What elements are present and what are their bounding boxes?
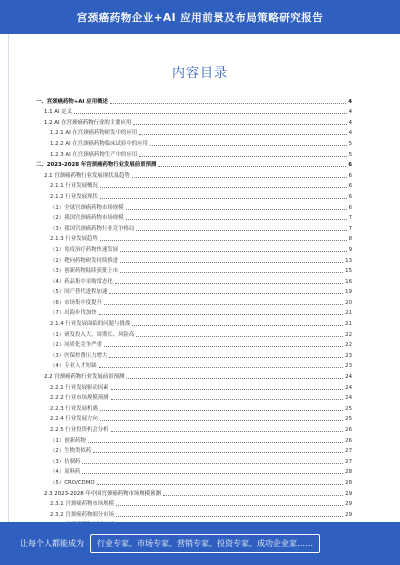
toc-entry-label: 2.1.4 行业发展面临的问题与挑战 [50, 321, 131, 328]
toc-entry-page: 6 [348, 162, 352, 169]
toc-leader-dots [104, 300, 343, 305]
footer-lead: 让每个人都能成为 [20, 539, 84, 548]
toc-leader-dots [100, 194, 347, 199]
toc-list [36, 94, 352, 528]
toc-entry-label: （7）出海步伐加快 [50, 310, 97, 317]
toc-entry-label: 2.1.1 行业发展概况 [50, 183, 98, 190]
toc-entry-page: 21 [345, 321, 352, 328]
toc-entry[interactable] [36, 200, 352, 211]
toc-entry-label: （1）创新药物 [50, 437, 86, 444]
toc-entry-page: 27 [345, 458, 352, 465]
footer-roles: 行业专家、市场专家、营销专家、投资专家、成功企业家…… [90, 534, 320, 553]
toc-entry-page: 20 [345, 299, 352, 306]
toc-entry-page: 15 [345, 268, 352, 275]
toc-entry[interactable] [36, 359, 352, 370]
toc-entry[interactable] [36, 380, 352, 391]
toc-entry-label: （3）创新药物陆续获批上市 [50, 268, 119, 275]
toc-leader-dots [99, 310, 344, 315]
toc-entry[interactable] [36, 115, 352, 126]
toc-entry-page: 28 [345, 479, 352, 486]
toc-entry-label: （4）药品集中采购常态化 [50, 278, 113, 285]
toc-entry-page: 23 [345, 363, 352, 370]
toc-entry-page: 25 [345, 416, 352, 423]
toc-entry-page: 26 [345, 427, 352, 433]
report-title: 宫颈癌药物企业+AI 应用前景及布局策略研究报告 [76, 11, 324, 24]
toc-leader-dots [132, 173, 347, 178]
toc-entry-page: 21 [345, 310, 352, 317]
toc-entry-label: 1.2.2 AI 在宫颈癌药物临床试验中的应用 [50, 140, 148, 147]
toc-entry-page: 29 [345, 490, 352, 497]
toc-entry[interactable] [36, 486, 352, 497]
toc-entry-page: 16 [345, 278, 352, 285]
toc-entry-page: 29 [345, 501, 352, 508]
toc-entry-page: 6 [348, 183, 352, 190]
toc-entry[interactable] [36, 253, 352, 264]
toc-entry[interactable] [36, 401, 352, 412]
toc-entry-label: 2.2.2 行业市场规模预测 [50, 395, 109, 402]
toc-entry-label: 2.2.4 行业发展方向 [50, 416, 98, 423]
toc-leader-dots [158, 162, 346, 167]
toc-entry[interactable] [36, 369, 352, 380]
toc-entry-page: 23 [345, 352, 352, 359]
toc-leader-dots [116, 512, 343, 517]
toc-entry[interactable] [36, 412, 352, 423]
toc-leader-dots [120, 247, 346, 252]
toc-entry[interactable] [36, 338, 352, 349]
toc-leader-dots [93, 448, 343, 453]
toc-entry-label: （3）医保控费压力增大 [50, 352, 108, 359]
toc-entry-label: （2）同质化竞争严重 [50, 342, 102, 349]
toc-entry-page: 7 [348, 225, 352, 232]
toc-leader-dots [82, 459, 343, 464]
toc-entry-label: （6）市场集中度提升 [50, 299, 102, 306]
toc-entry[interactable] [36, 242, 352, 253]
toc-leader-dots [126, 205, 347, 210]
toc-leader-dots [150, 141, 347, 146]
toc-entry-label: （1）研发投入大、周期长、风险高 [50, 331, 135, 338]
toc-entry[interactable] [36, 316, 352, 327]
toc-entry[interactable] [36, 158, 352, 169]
toc-entry-label: 2.3 2023-2028 年中国宫颈癌药物市场规模预测 [44, 490, 161, 497]
toc-entry-label: （2）生物类似药 [50, 448, 92, 455]
toc-entry-page: 28 [345, 469, 352, 476]
toc-leader-dots [99, 363, 344, 368]
toc-entry-page: 24 [345, 374, 352, 381]
toc-entry[interactable] [36, 475, 352, 486]
toc-entry-page: 9 [348, 246, 352, 253]
toc-leader-dots [88, 438, 343, 443]
toc-entry-label: （4）原料药 [50, 469, 81, 476]
toc-entry-label: 2.2.1 行业发展驱动因素 [50, 384, 109, 391]
toc-entry-page: 22 [345, 342, 352, 349]
toc-entry-page: 27 [345, 448, 352, 455]
toc-entry-label: （5）CRO/CDMO [50, 479, 95, 486]
toc-entry[interactable] [36, 497, 352, 508]
toc-entry[interactable] [36, 264, 352, 275]
report-title-banner [0, 0, 400, 34]
toc-entry-page: 6 [348, 204, 352, 211]
toc-entry-label: 1.2.3 AI 在宫颈癌药物生产中的应用 [50, 151, 138, 158]
toc-entry-label: 2.2.5 行业投资机会分析 [50, 427, 109, 433]
toc-leader-dots [109, 353, 343, 358]
toc-entry-page: 4 [348, 98, 352, 105]
toc-leader-dots [136, 332, 343, 337]
toc-entry-page: 13 [345, 257, 352, 264]
toc-entry[interactable] [36, 211, 352, 222]
toc-entry-label: （1）免疫治疗药物快速发展 [50, 246, 119, 253]
toc-entry-page: 7 [348, 215, 352, 222]
page-edge-line [8, 34, 9, 522]
toc-entry[interactable] [36, 465, 352, 476]
toc-entry-label: （2）我国宫颈癌药物市场规模 [50, 215, 124, 222]
toc-entry-label: （5）国产替代进程加速 [50, 289, 108, 296]
toc-leader-dots [110, 99, 346, 104]
toc-entry-page: 6 [348, 193, 352, 200]
toc-leader-dots [111, 385, 344, 390]
toc-entry-page: 4 [348, 130, 352, 137]
toc-entry[interactable] [36, 433, 352, 444]
toc-entry-page: 4 [348, 109, 352, 116]
toc-leader-dots [111, 395, 344, 400]
toc-entry-label: 2.2.3 行业发展机遇 [50, 405, 98, 412]
toc-entry[interactable] [36, 444, 352, 455]
toc-entry-page: 8 [348, 236, 352, 243]
toc-leader-dots [100, 416, 343, 421]
footer-banner [0, 522, 400, 565]
toc-entry[interactable] [36, 126, 352, 137]
toc-entry-label: （4）专业人才短缺 [50, 363, 97, 370]
toc-leader-dots [97, 480, 344, 485]
toc-leader-dots [126, 374, 343, 379]
toc-entry-page: 5 [348, 151, 352, 158]
toc-entry-label: 2.2 宫颈癌药物行业发展前景预测 [44, 374, 125, 381]
toc-leader-dots [74, 109, 347, 114]
toc-entry-label: （3）我国宫颈癌药物行业竞争格局 [50, 225, 135, 232]
toc-entry-label: 2.1 宫颈癌药物行业发展现状及趋势 [44, 172, 130, 179]
toc-leader-dots [111, 427, 344, 432]
toc-leader-dots [100, 406, 343, 411]
toc-entry-page: 29 [345, 511, 352, 518]
toc-entry-label: 二、2023-2028 年宫颈癌药物行业发展前景预测 [36, 162, 157, 169]
toc-entry-label: （1）全球宫颈癌药物市场规模 [50, 204, 124, 211]
toc-leader-dots [100, 236, 347, 241]
toc-leader-dots [133, 120, 346, 125]
toc-leader-dots [163, 491, 343, 496]
toc-entry-label: 1.2 AI 在宫颈癌药物行业的主要应用 [44, 119, 132, 126]
toc-entry-page: 22 [345, 331, 352, 338]
toc-entry-page: 25 [345, 405, 352, 412]
toc-entry-page: 19 [345, 289, 352, 296]
toc-entry-label: 1.2.1 AI 在宫颈癌药物研发中的应用 [50, 130, 138, 137]
toc-entry-label: （2）靶向药物研发持续推进 [50, 257, 119, 264]
toc-entry[interactable] [36, 105, 352, 116]
toc-leader-dots [126, 215, 347, 220]
toc-entry-page: 24 [345, 395, 352, 402]
toc-entry-label: （3）仿制药 [50, 458, 81, 465]
toc-leader-dots [139, 130, 346, 135]
toc-entry[interactable] [36, 136, 352, 147]
toc-entry-label: 2.1.2 行业发展现状 [50, 193, 98, 200]
toc-leader-dots [100, 183, 347, 188]
toc-entry[interactable] [36, 454, 352, 465]
toc-leader-dots [104, 342, 343, 347]
toc-entry[interactable] [36, 274, 352, 285]
toc-entry-label: 一、宫颈癌药物+AI 应用概述 [36, 98, 108, 105]
toc-entry[interactable] [36, 179, 352, 190]
toc-entry-page: 5 [348, 140, 352, 147]
toc-leader-dots [120, 268, 343, 273]
toc-entry[interactable] [36, 189, 352, 200]
toc-entry[interactable] [36, 295, 352, 306]
toc-entry[interactable] [36, 147, 352, 158]
toc-entry[interactable] [36, 391, 352, 402]
toc-entry[interactable] [36, 232, 352, 243]
toc-entry-page: 4 [348, 119, 352, 126]
toc-entry-page: 24 [345, 384, 352, 391]
toc-entry-page: 26 [345, 437, 352, 444]
toc-leader-dots [120, 258, 343, 263]
toc-entry[interactable] [36, 285, 352, 296]
toc-title: 内容目录 [171, 66, 228, 81]
toc-entry-page: 6 [348, 172, 352, 179]
toc-entry[interactable] [36, 422, 352, 433]
toc-leader-dots [132, 321, 343, 326]
toc-leader-dots [139, 152, 346, 157]
toc-entry[interactable] [36, 327, 352, 338]
toc-entry[interactable] [36, 306, 352, 317]
toc-entry[interactable] [36, 221, 352, 232]
toc-entry[interactable] [36, 348, 352, 359]
toc-leader-dots [115, 279, 343, 284]
toc-entry-label: 1.1 AI 定义 [44, 109, 73, 116]
toc-entry[interactable] [36, 94, 352, 105]
toc-entry-label: 2.1.3 行业发展趋势 [50, 236, 98, 243]
toc-leader-dots [109, 289, 343, 294]
toc-entry[interactable] [36, 507, 352, 518]
toc-leader-dots [136, 226, 346, 231]
toc-leader-dots [116, 501, 343, 506]
toc-leader-dots [82, 469, 343, 474]
toc-entry-label: 2.3.1 宫颈癌药物市场规模 [50, 501, 114, 508]
toc-entry[interactable] [36, 168, 352, 179]
toc-entry-label: 2.3.2 宫颈癌药物细分市场 [50, 511, 114, 518]
